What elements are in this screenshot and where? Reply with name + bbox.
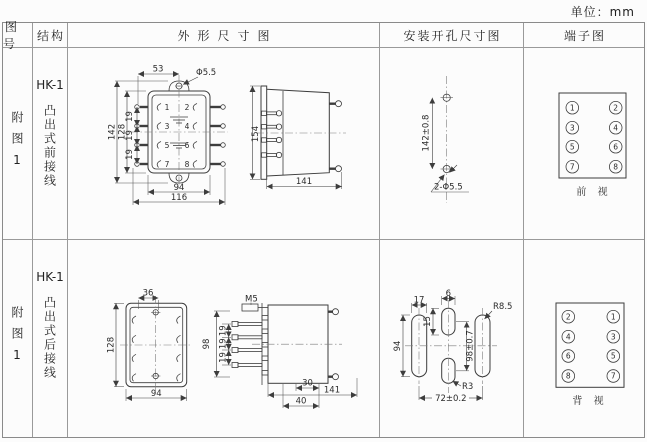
dim-hole-spacing: 142±0.8 [421,114,432,152]
structure-cell-row1 [33,48,68,240]
structure-text: 凸出式后接线 [42,296,57,380]
terminal-number: 4 [184,122,190,131]
mounting-drawing-row2 [385,278,525,428]
structure-cell-row2 [33,240,68,437]
terminal-number: 2 [613,103,619,113]
dim-thread: M5 [245,294,258,305]
dim-depth-b: 40 [295,396,307,407]
dim-height-outer: 142 [107,123,118,141]
dim-pitch: 19 [218,325,229,337]
rear-terminal-studs [232,295,268,368]
terminal-number: 5 [569,142,575,152]
terminal-number: 1 [610,312,616,322]
dim-hole-dia: Φ5.5 [196,68,217,78]
dim-depth: 141 [323,385,341,396]
outline-front-drawing-row1 [107,60,260,212]
dim-h-spacing: 72±0.2 [435,393,467,404]
dim-pitch: 19 [218,338,229,350]
dim-depth-a: 30 [302,378,313,389]
relay-body [130,75,228,189]
unit-label: 单位：mm [570,5,635,19]
outline-side-drawing-row2 [202,285,362,425]
fig-no-text: 附图1 [10,111,24,176]
dim-hole-count: 2-Φ5.5 [434,182,463,193]
mounting-drawing-row1 [395,68,505,213]
header-mounting: 安装开孔尺寸图 [380,23,524,48]
terminal-number: 7 [164,160,170,169]
dim-height: 98 [202,338,212,350]
terminal-number: 5 [610,351,616,361]
dimensions [202,311,357,408]
terminal-number: 4 [613,123,619,133]
terminal-number: 8 [613,162,619,172]
side-terminal-studs [262,111,282,158]
terminal-number: 8 [184,160,190,169]
model-text: HK-1 [36,78,64,92]
view-caption: 背 视 [572,396,608,407]
dimensions [393,289,512,404]
header-fig-no: 图号 [3,23,33,48]
header-terminal: 端子图 [524,23,644,48]
terminal-number: 2 [565,312,571,322]
dimensions [108,65,226,206]
terminal-number: 8 [565,371,571,381]
dim-pitch: 19 [125,149,135,160]
dim-width: 94 [150,389,162,399]
dim-pitch: 19 [125,130,135,141]
dim-height-inner: 128 [117,123,128,141]
outline-side-drawing-row1 [248,62,358,210]
dim-pitch: 19 [125,111,135,122]
dim-side-depth: 141 [295,177,313,187]
dimensions [422,98,470,193]
dim-slot-width: 17 [413,295,425,306]
terminal-number: 6 [184,141,190,150]
dim-r-center: R3 [462,382,474,392]
fig-no-cell-row1 [3,48,33,240]
contact-symbols [132,316,180,381]
dim-width-inner: 94 [173,183,185,193]
model-text: HK-1 [36,270,64,284]
view-caption: 前 视 [576,187,612,198]
terminal-number: 2 [184,103,190,112]
structure-text: 凸出式前接线 [42,104,57,188]
terminal-diagram-row2 [540,300,640,412]
terminal-number: 3 [164,122,170,131]
header-outline: 外形尺寸图 [68,23,380,48]
terminal-number: 6 [565,351,571,361]
dim-pitch: 19 [218,352,229,363]
terminal-number: 3 [610,332,616,342]
fig-no-text: 附图1 [10,306,24,371]
dim-height: 128 [106,336,117,354]
dim-r-outer: R8.5 [493,302,513,312]
header-structure: 结构 [33,23,68,48]
dim-center-width: 6 [445,289,452,299]
mounting-slots [405,300,497,393]
dim-center-height: 15 [423,316,433,327]
terminal-numbers [165,103,190,169]
contact-symbols [157,104,197,168]
relay-side-body [252,303,342,385]
fig-no-cell-row2 [3,240,33,437]
dim-top-width: 36 [142,288,154,299]
terminal-number: 7 [569,162,575,172]
dim-width-outer: 116 [170,193,188,203]
dim-slot-height: 94 [393,340,403,352]
terminal-number: 4 [565,332,571,342]
dim-top-width: 53 [152,64,164,75]
relay-body [120,296,192,393]
relay-side-body [256,86,346,179]
terminal-diagram-row1 [540,88,640,200]
terminal-number: 1 [569,103,575,113]
terminal-number: 5 [164,141,170,150]
dim-v-spacing: 98±0.7 [465,330,476,362]
terminal-number: 7 [610,371,616,381]
terminal-number: 3 [569,123,575,133]
terminal-labels [566,312,616,380]
dim-side-height: 154 [251,125,261,143]
terminal-number: 6 [613,142,619,152]
terminal-labels [570,103,618,171]
terminal-number: 1 [164,103,170,112]
